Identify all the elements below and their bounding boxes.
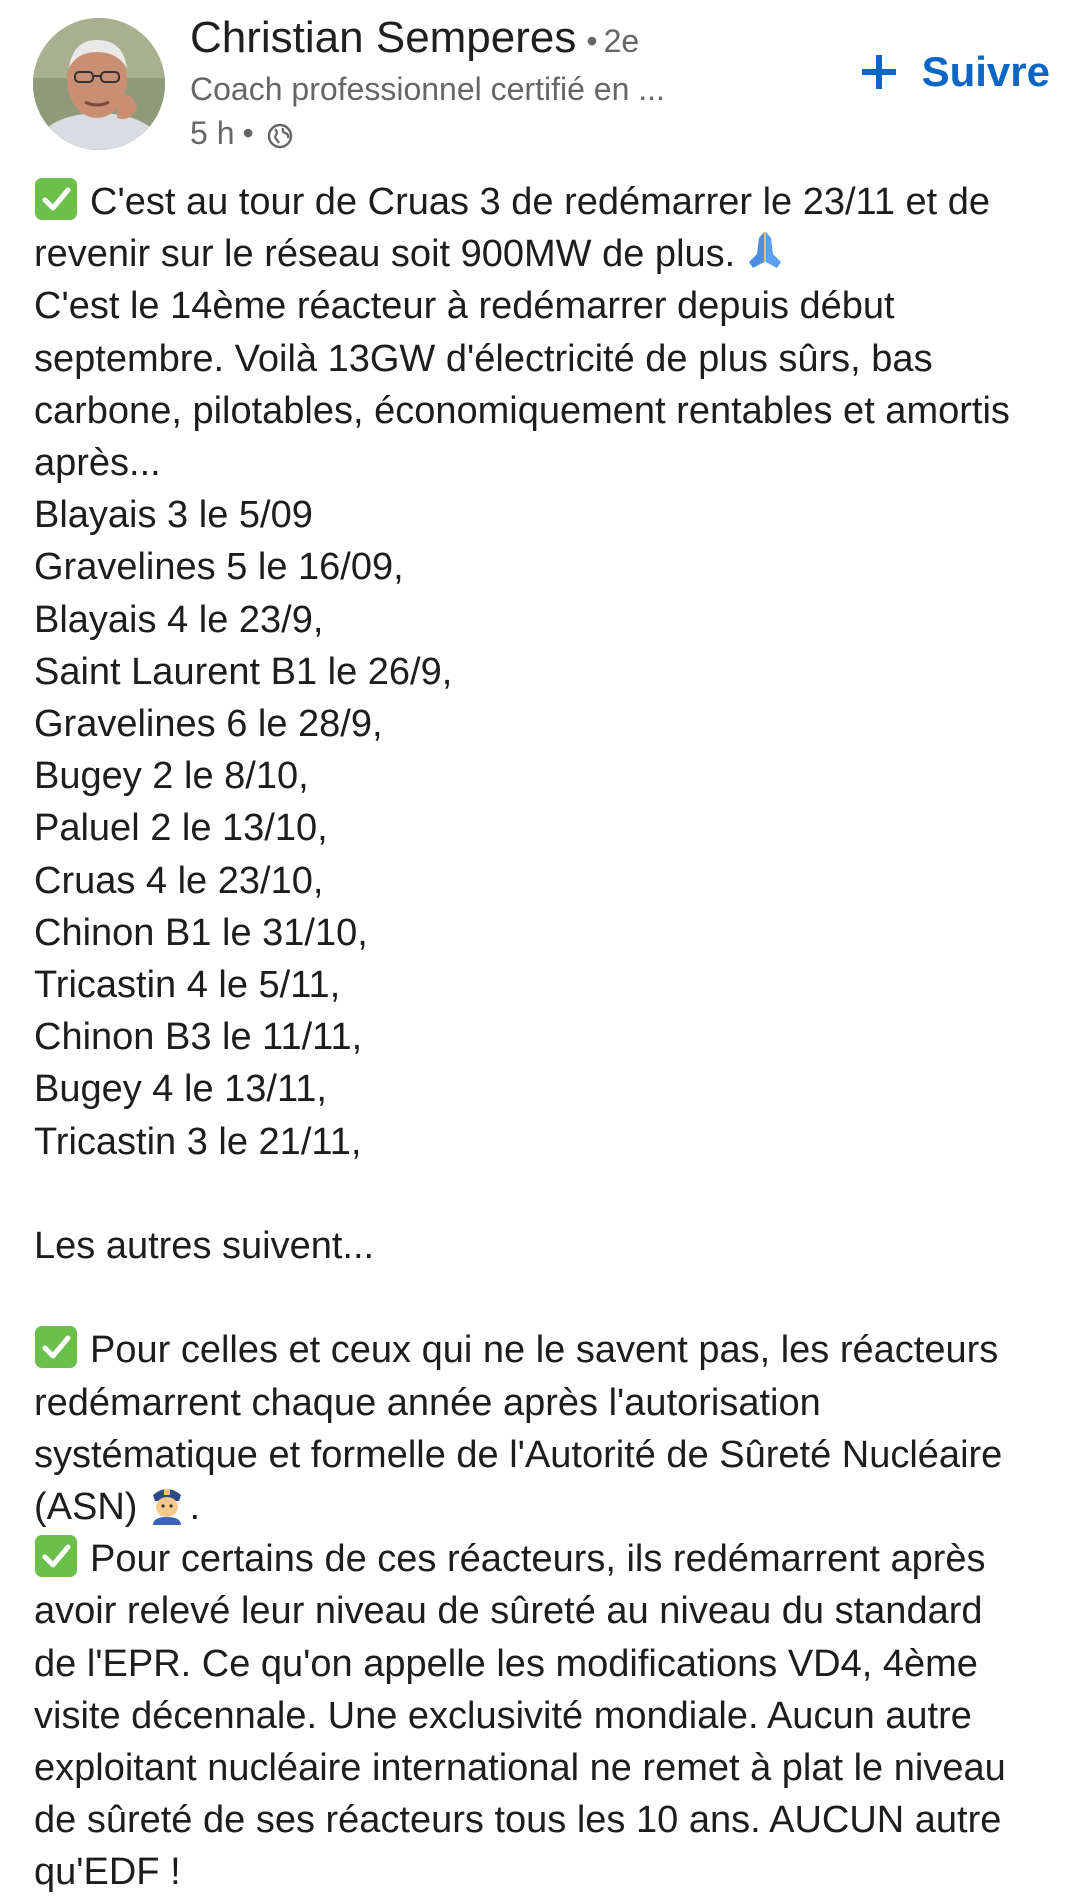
check-mark-icon xyxy=(34,1325,78,1369)
post-time: 5 h xyxy=(190,115,235,151)
text-line: de sûreté de ses réacteurs tous les 10 ans. AUCUN autre xyxy=(34,1799,1002,1842)
text-line: avoir relevé leur niveau de sûreté au niveau du standard xyxy=(34,1590,983,1633)
restart-item: Chinon B1 le 31/10, xyxy=(34,911,368,954)
text-line: Les autres suivent... xyxy=(34,1225,375,1268)
post-body xyxy=(34,176,1059,1899)
restart-item: Cruas 4 le 23/10, xyxy=(34,859,324,902)
author-headline[interactable]: Coach professionnel certifié en ... xyxy=(190,71,665,107)
restart-item: Blayais 4 le 23/9, xyxy=(34,598,324,641)
plus-icon xyxy=(860,53,898,91)
blank-line xyxy=(34,1168,1059,1220)
restart-item: Paluel 2 le 13/10, xyxy=(34,807,328,850)
restart-item: Gravelines 5 le 16/09, xyxy=(34,546,404,589)
text-line: septembre. Voilà 13GW d'électricité de plus sûrs, bas xyxy=(34,337,933,380)
profile-photo-icon xyxy=(33,18,165,150)
text-line: qu'EDF ! xyxy=(34,1851,181,1894)
author-name[interactable]: Christian Semperes xyxy=(190,13,577,62)
check-mark-icon xyxy=(34,1534,78,1578)
restart-item: Tricastin 3 le 21/11, xyxy=(34,1120,362,1163)
restart-item: Blayais 3 le 5/09 xyxy=(34,494,313,537)
restart-item: Tricastin 4 le 5/11, xyxy=(34,964,341,1007)
follow-button[interactable] xyxy=(860,48,1050,96)
text-line: après... xyxy=(34,442,161,485)
blank-line xyxy=(34,1272,1059,1324)
text-line: (ASN) . xyxy=(34,1481,1059,1533)
restart-item: Bugey 4 le 13/11, xyxy=(34,1068,327,1111)
restart-item: Gravelines 6 le 28/9, xyxy=(34,703,383,746)
connection-degree: 2e xyxy=(603,23,640,59)
text-line: C'est le 14ème réacteur à redémarrer depuis début xyxy=(34,285,895,328)
text-line: Pour certains de ces réacteurs, ils redémarrent après xyxy=(34,1533,1059,1585)
text-line: Pour celles et ceux qui ne le savent pas, les réacteurs xyxy=(34,1324,1059,1376)
meta-separator: • xyxy=(242,115,254,151)
folded-hands-icon xyxy=(743,228,787,272)
check-mark-icon xyxy=(34,177,78,221)
text-line: revenir sur le réseau soit 900MW de plus. xyxy=(34,228,1059,280)
text-line: C'est au tour de Cruas 3 de redémarrer le 23/11 et de xyxy=(34,176,1059,228)
author-name-line[interactable] xyxy=(190,12,639,67)
follow-label: Suivre xyxy=(921,48,1050,95)
restart-item: Saint Laurent B1 le 26/9, xyxy=(34,650,453,693)
globe-icon xyxy=(266,122,294,150)
text-line: systématique et formelle de l'Autorité de Sûreté Nucléaire xyxy=(34,1433,1003,1476)
text-line: redémarrent chaque année après l'autorisation xyxy=(34,1381,821,1424)
text-line: de l'EPR. Ce qu'on appelle les modifications VD4, 4ème xyxy=(34,1642,978,1685)
restart-item: Bugey 2 le 8/10, xyxy=(34,755,309,798)
post-meta xyxy=(190,114,294,152)
text-line: visite décennale. Une exclusivité mondiale. Aucun autre xyxy=(34,1694,972,1737)
author-avatar[interactable] xyxy=(33,18,165,150)
police-officer-icon xyxy=(145,1481,189,1525)
text-line: exploitant nucléaire international ne remet à plat le niveau xyxy=(34,1747,1006,1790)
text-line: carbone, pilotables, économiquement rentables et amortis xyxy=(34,389,1010,432)
post-header xyxy=(0,0,1080,160)
restart-item: Chinon B3 le 11/11, xyxy=(34,1016,363,1059)
degree-separator: • xyxy=(586,23,598,59)
